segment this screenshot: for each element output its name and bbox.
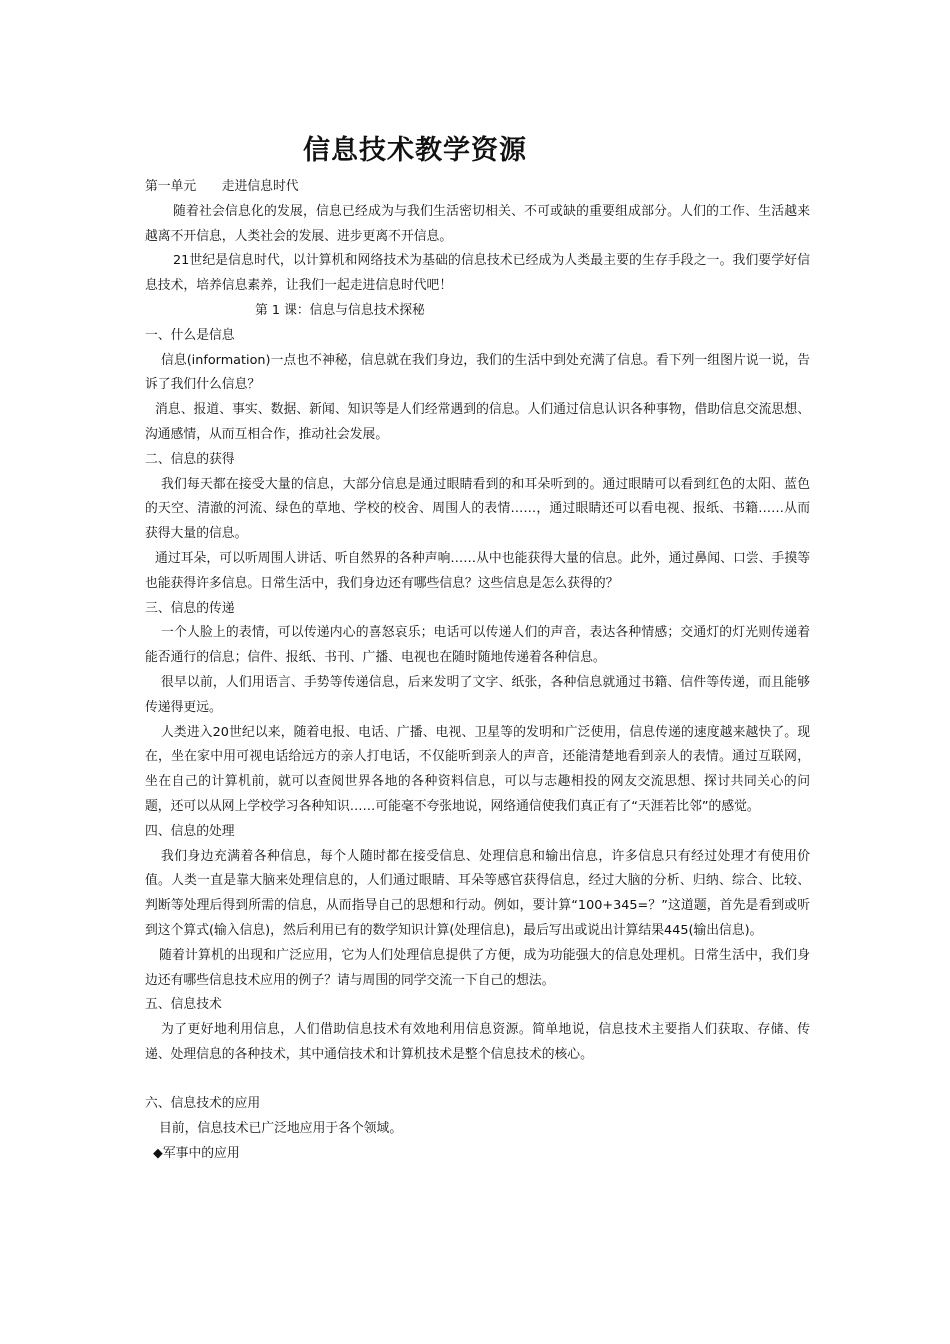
document-title: 信息技术教学资源 xyxy=(303,135,527,166)
intro-paragraph-2: 21世纪是信息时代，以计算机和网络技术为基础的信息技术已经成为人类最主要的生存手段之一。我们要学好信息技术，培养信息素养，让我们一起走进信息时代吧！ xyxy=(145,253,810,294)
section-3-paragraph-3: 人类进入20世纪以来，随着电报、电话、广播、电视、卫星等的发明和广泛使用，信息传递的速度越来越快了。现在，坐在家中用可视电话给远方的亲人打电话，不仅能听到亲人的声音，还能清楚地看到亲人的表情。通过互联网，坐在自己的计算机前，就可以查阅世界各地的各种资料信息，可以与志趣相投的网友交流思想、探讨共同关心的问题，还可以从网上学校学习各种知识……可能毫不夸张地说，网络通信使我们真正有了“天涯若比邻”的感觉。 xyxy=(145,724,810,814)
bullet-list-item xyxy=(145,1142,810,1167)
section-2-paragraph-2: 通过耳朵，可以听周围人讲话、听自然界的各种声响……从中也能获得大量的信息。此外，通过鼻闻、口尝、手摸等也能获得许多信息。日常生活中，我们身边还有哪些信息？这些信息是怎么获得的？ xyxy=(145,550,810,591)
intro-paragraph-1: 随着社会信息化的发展，信息已经成为与我们生活密切相关、不可或缺的重要组成部分。人们的工作、生活越来越离不开信息，人类社会的发展、进步更离不开信息。 xyxy=(145,203,810,244)
section-1-paragraph-1: 信息(information)一点也不神秘，信息就在我们身边，我们的生活中到处充满了信息。看下列一组图片说一说，告诉了我们什么信息？ xyxy=(145,352,810,393)
section-heading-1: 一、什么是信息 xyxy=(145,327,235,343)
section-3-paragraph-1: 一个人脸上的表情，可以传递内心的喜怒哀乐；电话可以传递人们的声音，表达各种情感；交通灯的灯光则传递着能否通行的信息；信件、报纸、书刊、广播、电视也在随时随地传递着各种信息。 xyxy=(145,625,810,666)
unit-heading: 第一单元 走进信息时代 xyxy=(145,179,299,194)
bullet-item-label: 军事中的应用 xyxy=(162,1146,240,1162)
section-heading-5: 五、信息技术 xyxy=(145,997,222,1013)
section-heading-3: 三、信息的传递 xyxy=(145,600,235,616)
section-2-paragraph-1: 我们每天都在接受大量的信息，大部分信息是通过眼睛看到的和耳朵听到的。通过眼睛可以看到红色的太阳、蓝色的天空、清澈的河流、绿色的草地、学校的校舍、周围人的表情……，通过眼睛还可以看电视、报纸、书籍……从而获得大量的信息。 xyxy=(145,476,810,542)
diamond-bullet-icon: ◆ xyxy=(153,1146,163,1162)
section-heading-4: 四、信息的处理 xyxy=(145,823,235,839)
section-5-paragraph-1: 为了更好地利用信息，人们借助信息技术有效地利用信息资源。简单地说，信息技术主要指人们获取、存储、传递、处理信息的各种技术，其中通信技术和计算机技术是整个信息技术的核心。 xyxy=(145,1022,810,1062)
section-1-paragraph-2: 消息、报道、事实、数据、新闻、知识等是人们经常遇到的信息。人们通过信息认识各种事物，借助信息交流思想、沟通感情，从而互相合作，推动社会发展。 xyxy=(145,402,810,442)
document-body xyxy=(145,175,810,1167)
blank-line xyxy=(145,1068,810,1093)
section-heading-2: 二、信息的获得 xyxy=(145,451,235,467)
section-4-paragraph-1: 我们身边充满着各种信息，每个人随时都在接受信息、处理信息和输出信息，许多信息只有经过处理才有使用价值。人类一直是靠大脑来处理信息的，人们通过眼睛、耳朵等感官获得信息，经过大脑的分析、归纳、综合、比较、判断等处理后得到所需的信息，从而指导自己的思想和行动。例如，要计算“100+345=？”这道题，首先是看到或听到这个算式(输入信息)，然后利用已有的数学知识计算(处理信息)，最后写出或说出计算结果445(输出信息)。 xyxy=(145,848,810,938)
section-4-paragraph-2: 随着计算机的出现和广泛应用，它为人们处理信息提供了方便，成为功能强大的信息处理机。日常生活中，我们身边还有哪些信息技术应用的例子？请与周围的同学交流一下自己的想法。 xyxy=(145,947,810,988)
section-6-paragraph-1: 目前，信息技术已广泛地应用于各个领域。 xyxy=(159,1121,403,1137)
lesson-title: 第 1 课：信息与信息技术探秘 xyxy=(255,302,425,318)
section-heading-6: 六、信息技术的应用 xyxy=(145,1096,261,1112)
section-3-paragraph-2: 很早以前，人们用语言、手势等传递信息，后来发明了文字、纸张，各种信息就通过书籍、信件等传递，而且能够传递得更远。 xyxy=(145,674,810,715)
